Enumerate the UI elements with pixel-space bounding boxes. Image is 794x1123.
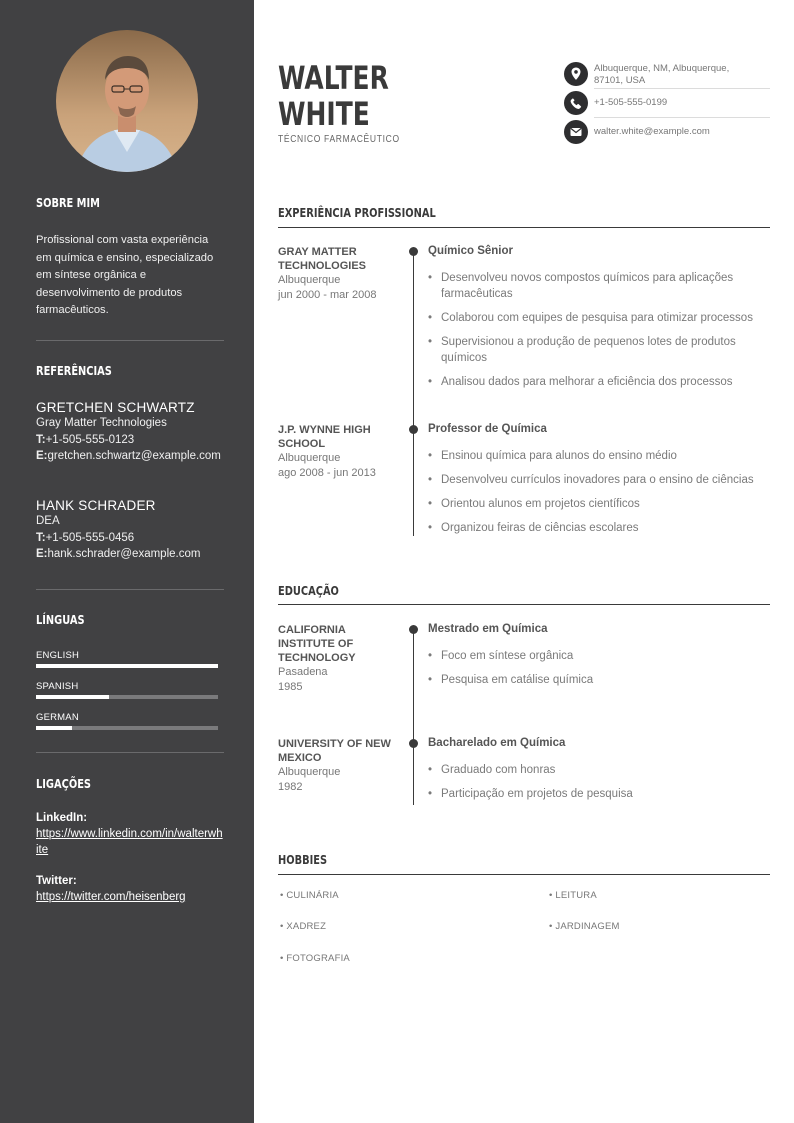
education-title: EDUCAÇÃO: [278, 584, 339, 598]
reference-org: DEA: [36, 515, 60, 527]
reference-email-row: [36, 448, 224, 464]
hobby-item: • LEITURA: [549, 890, 597, 901]
language-name: ENGLISH: [36, 650, 80, 661]
education-detail: • Pesquisa em catálise química: [428, 672, 764, 688]
language-level-fill: [36, 695, 109, 699]
responsibility-item: • Desenvolveu novos compostos químicos para aplicações farmacêuticas: [428, 270, 764, 302]
references-title: REFERÊNCIAS: [36, 364, 112, 378]
language-level-bar: [36, 695, 218, 699]
responsibility-item: • Supervisionou a produção de pequenos lotes de produtos químicos: [428, 334, 764, 366]
company-name: J.P. WYNNE HIGH SCHOOL: [278, 424, 371, 450]
language-level-fill: [36, 664, 218, 668]
reference-name: HANK SCHRADER: [36, 498, 156, 513]
graduation-year: 1982: [278, 781, 303, 793]
experience-item: [278, 245, 402, 303]
timeline-line: [413, 630, 414, 805]
degree-title: Mestrado em Química: [428, 623, 548, 635]
experience-title: EXPERIÊNCIA PROFISSIONAL: [278, 206, 436, 220]
language-level-bar: [36, 664, 218, 668]
company-location: Albuquerque: [278, 452, 341, 464]
link-label: LinkedIn:: [36, 812, 88, 824]
reference-phone: +1-505-555-0456: [45, 532, 135, 544]
linkedin-link[interactable]: https://www.linkedin.com/in/walterwhite: [36, 828, 223, 856]
language-item: [36, 650, 224, 661]
employment-dates: jun 2000 - mar 2008: [278, 289, 377, 301]
language-name: SPANISH: [36, 681, 79, 692]
links-title-wrap: [36, 777, 224, 791]
divider: [36, 589, 224, 590]
links-title: LIGAÇÕES: [36, 777, 92, 791]
responsibility-item: • Ensinou química para alunos do ensino médio: [428, 448, 764, 464]
reference-email-row: [36, 546, 224, 562]
job-role: Químico Sênior: [428, 245, 513, 257]
reference-email: gretchen.schwartz@example.com: [47, 450, 221, 462]
link-label: Twitter:: [36, 875, 77, 887]
language-level-fill: [36, 726, 72, 730]
institution-location: Albuquerque: [278, 766, 341, 778]
reference-phone-row: [36, 432, 224, 448]
hobby-item: • XADREZ: [280, 921, 327, 932]
about-text: Profissional com vasta experiência em química e ensino, especializado em síntese orgânica e desenvolvimento de produtos farmacêuticos.: [36, 234, 214, 316]
section-divider: [278, 874, 770, 875]
employment-dates: ago 2008 - jun 2013: [278, 467, 376, 479]
phone-text[interactable]: +1-505-555-0199: [594, 97, 668, 108]
reference-item: [36, 400, 224, 464]
timeline-dot: [409, 739, 418, 748]
company-location: Albuquerque: [278, 274, 341, 286]
hobbies-title: HOBBIES: [278, 853, 328, 867]
link-item: [36, 812, 224, 858]
hobby-item: • CULINÁRIA: [280, 890, 339, 901]
reference-phone-row: [36, 530, 224, 546]
reference-org: Gray Matter Technologies: [36, 417, 167, 429]
experience-item: [278, 423, 402, 481]
language-item: [36, 681, 224, 692]
education-detail: • Participação em projetos de pesquisa: [428, 786, 764, 802]
timeline-dot: [409, 247, 418, 256]
twitter-link[interactable]: https://twitter.com/heisenberg: [36, 891, 186, 903]
reference-phone: +1-505-555-0123: [45, 434, 135, 446]
language-item: [36, 712, 224, 723]
divider: [36, 752, 224, 753]
divider: [594, 117, 770, 118]
references-title-wrap: [36, 364, 224, 378]
last-name: WHITE: [278, 95, 370, 133]
link-item: [36, 875, 224, 905]
institution-name: CALIFORNIA INSTITUTE OF TECHNOLOGY: [278, 624, 356, 664]
about-title: SOBRE MIM: [36, 196, 100, 210]
phone-label: T:: [36, 532, 46, 544]
institution-name: UNIVERSITY OF NEW MEXICO: [278, 738, 391, 764]
languages-title: LÍNGUAS: [36, 613, 85, 627]
contact-email: [564, 120, 770, 144]
section-divider: [278, 227, 770, 228]
company-name: GRAY MATTER TECHNOLOGIES: [278, 246, 367, 272]
responsibility-item: • Orientou alunos em projetos científicos: [428, 496, 764, 512]
email-label: E:: [36, 548, 48, 560]
phone-icon: [564, 91, 588, 115]
institution-location: Pasadena: [278, 666, 328, 678]
responsibility-item: • Analisou dados para melhorar a eficiência dos processos: [428, 374, 764, 390]
address-line: Albuquerque, NM, Albuquerque,: [594, 63, 730, 74]
address-text: [594, 63, 729, 87]
education-item: [278, 623, 402, 695]
divider: [36, 340, 224, 341]
hobby-item: • JARDINAGEM: [549, 921, 620, 932]
degree-title: Bacharelado em Química: [428, 737, 566, 749]
section-divider: [278, 604, 770, 605]
education-detail: • Foco em síntese orgânica: [428, 648, 764, 664]
responsibility-item: • Desenvolveu currículos inovadores para o ensino de ciências: [428, 472, 764, 488]
reference-name: GRETCHEN SCHWARTZ: [36, 400, 195, 415]
timeline-line: [413, 252, 414, 536]
responsibility-item: • Organizou feiras de ciências escolares: [428, 520, 764, 536]
language-level-bar: [36, 726, 218, 730]
contact-address: [564, 62, 770, 88]
location-pin-icon: [564, 62, 588, 86]
address-line: 87101, USA: [594, 75, 646, 86]
profile-photo: [56, 30, 198, 172]
reference-item: [36, 498, 224, 562]
education-item: [278, 737, 402, 795]
sidebar: [0, 0, 254, 1123]
graduation-year: 1985: [278, 681, 303, 693]
first-name: WALTER: [278, 59, 389, 97]
reference-email: hank.schrader@example.com: [47, 548, 201, 560]
job-role: Professor de Química: [428, 423, 547, 435]
contact-phone: [564, 91, 770, 115]
timeline-dot: [409, 425, 418, 434]
hobby-item: • FOTOGRAFIA: [280, 953, 350, 964]
job-title: TÉCNICO FARMACÊUTICO: [278, 134, 400, 145]
name-heading: [278, 60, 389, 132]
language-name: GERMAN: [36, 712, 79, 723]
divider: [594, 88, 770, 89]
languages-title-wrap: [36, 613, 224, 627]
envelope-icon: [564, 120, 588, 144]
phone-label: T:: [36, 434, 46, 446]
responsibility-item: • Colaborou com equipes de pesquisa para otimizar processos: [428, 310, 764, 326]
email-text[interactable]: walter.white@example.com: [594, 126, 710, 137]
education-detail: • Graduado com honras: [428, 762, 764, 778]
about-section: [36, 196, 224, 210]
timeline-dot: [409, 625, 418, 634]
email-label: E:: [36, 450, 48, 462]
